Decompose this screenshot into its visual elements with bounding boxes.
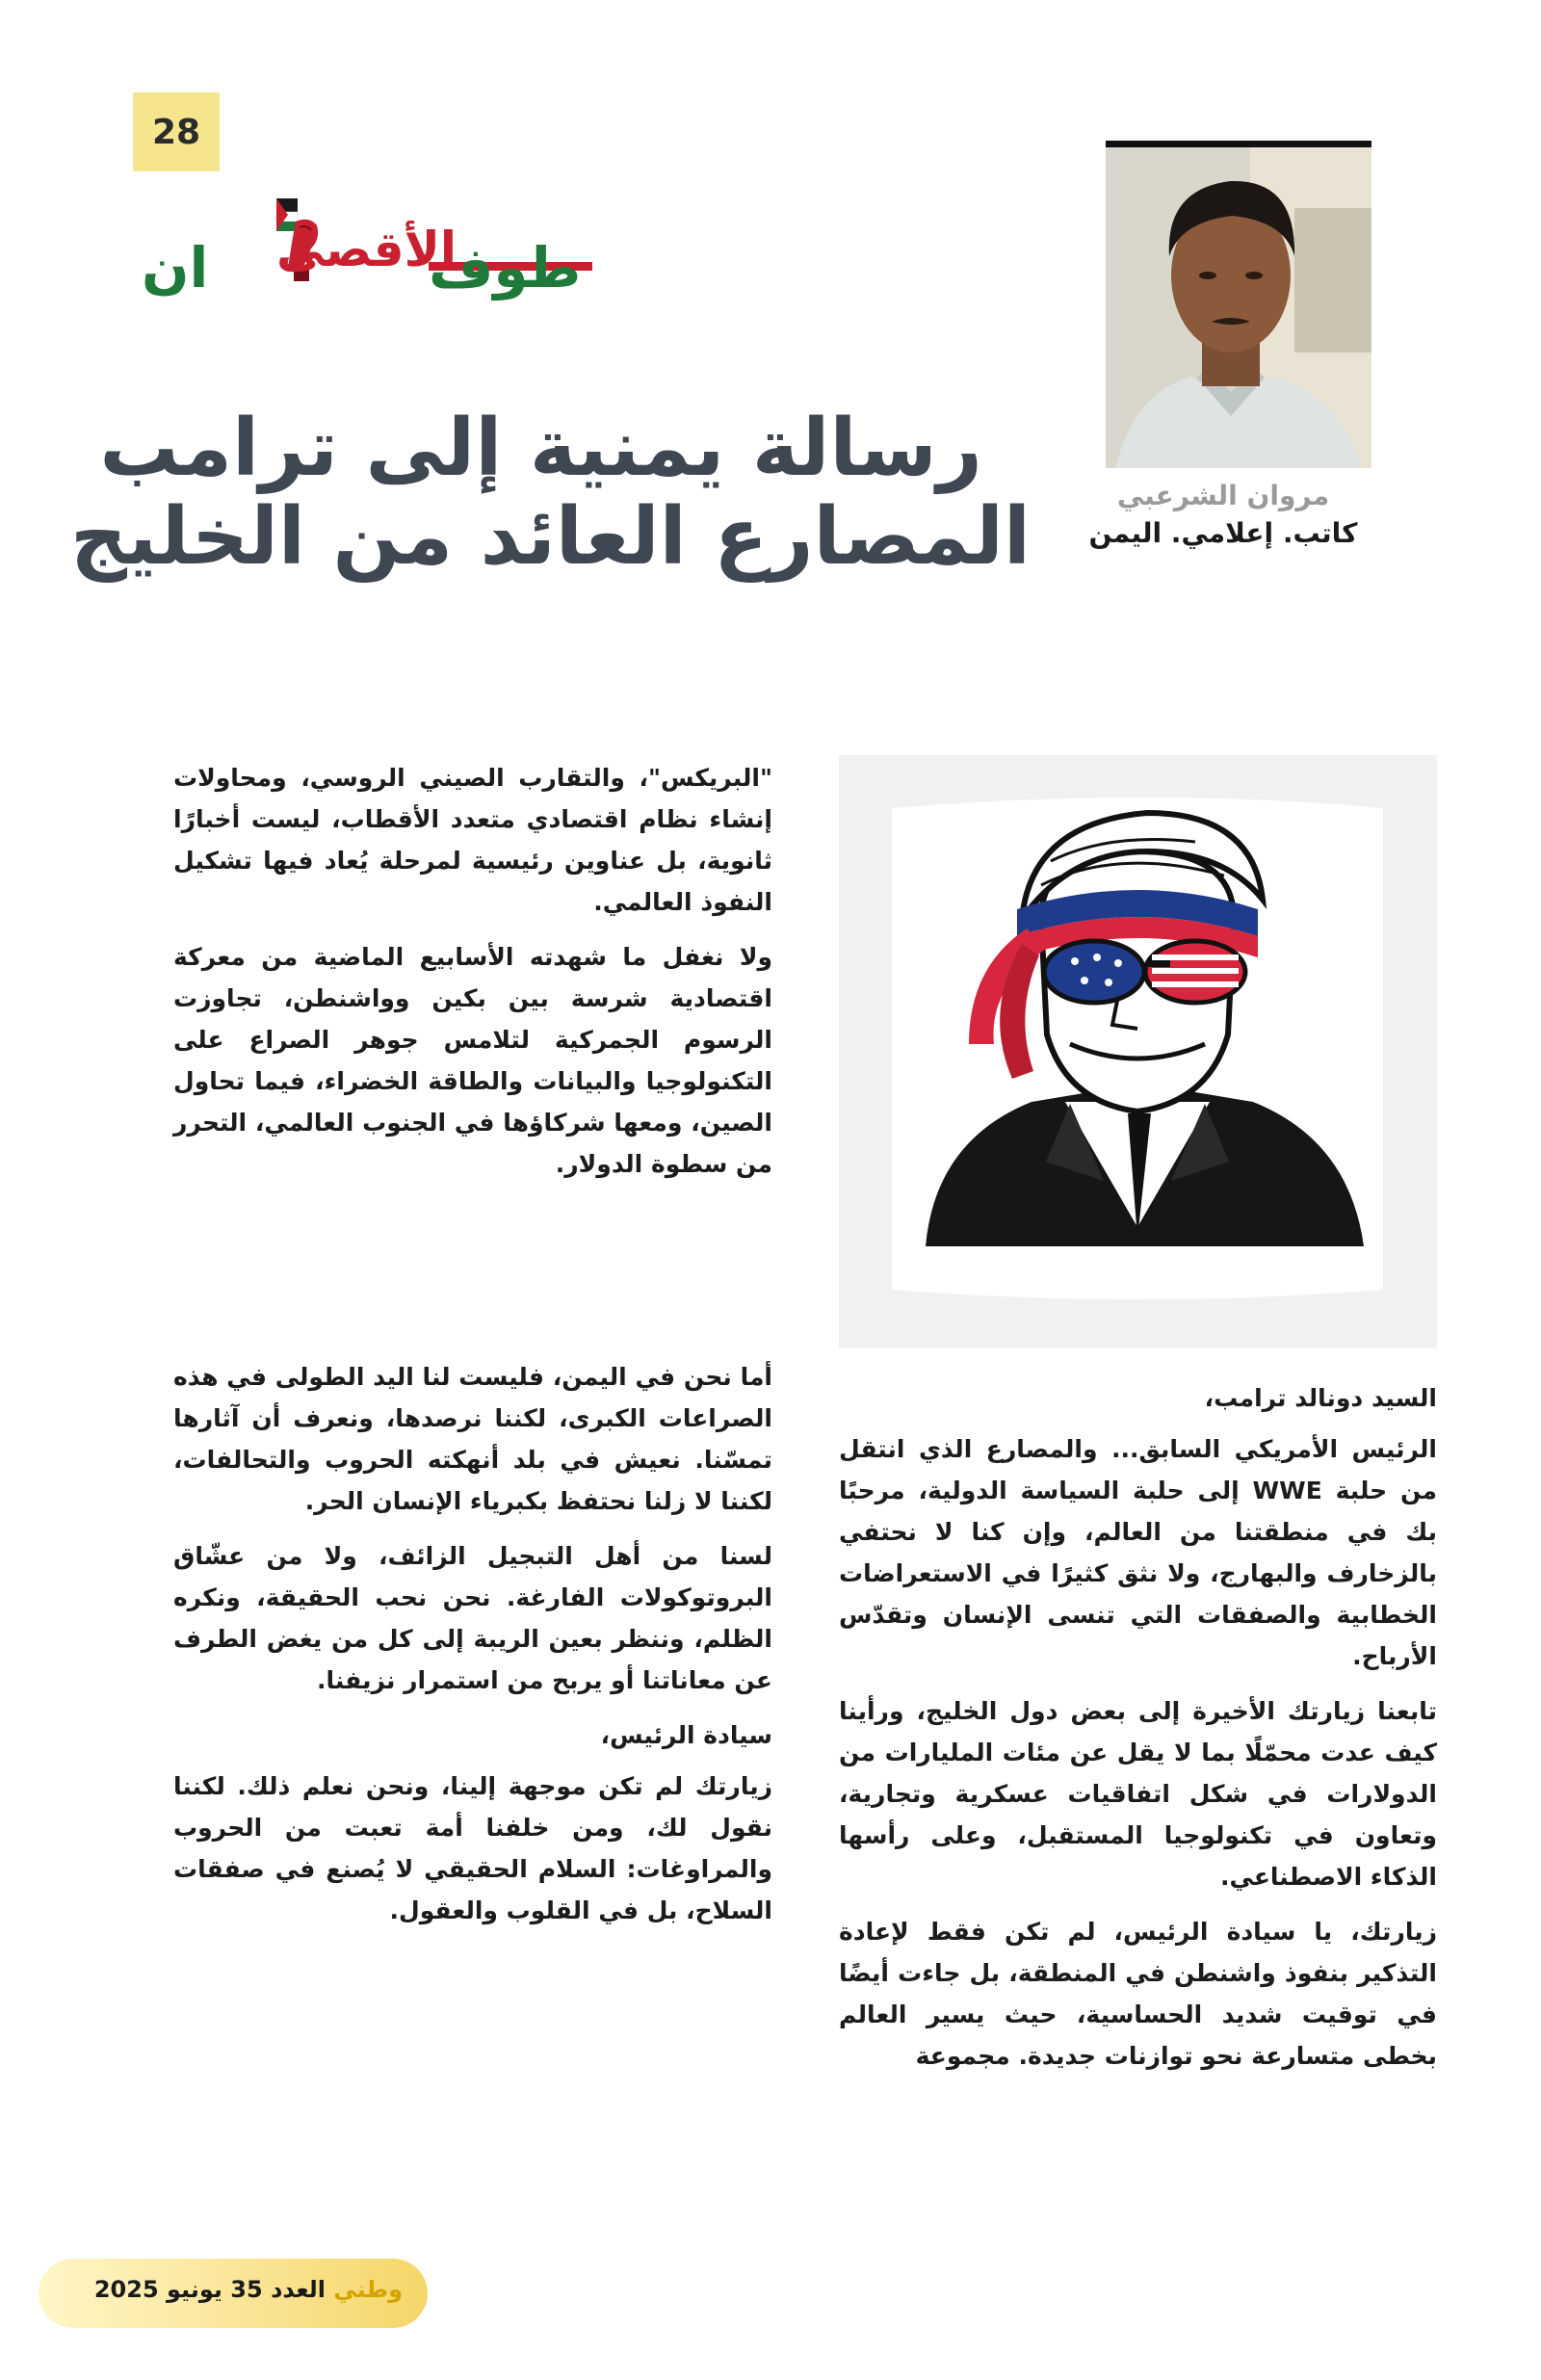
trump-illustration — [839, 755, 1437, 1348]
svg-text:ان: ان — [142, 235, 209, 301]
svg-text:طوف: طوف — [429, 235, 582, 301]
footer-issue-label: العدد — [271, 2276, 326, 2303]
salutation: السيد دونالد ترامب، — [1204, 1384, 1437, 1412]
paragraph: ولا نغفل ما شهدته الأسابيع الماضية من معركة اقتصادية شرسة بين بكين وواشنطن، تجاوزت الرسوم الجمركية لتلامس جوهر الصراع على التكنولوجيا والبيانات والطاقة الخضراء، فيما تحاول الصين، ومعها شركاؤها في الجنوب العالمي، التحرر من سطوة الدولار. — [173, 943, 772, 1178]
paragraph: الرئيس الأمريكي السابق... والمصارع الذي انتقل من حلبة WWE إلى حلبة السياسة الدولية، مرحبًا بك في منطقتنا من العالم، وإن كنا لا نحتفي بالزخارف والبهارج، ولا نثق كثيرًا في الاستعراضات الخطابية والصفقات التي تنسى الإنسان وتقدّس الأرباح. — [839, 1435, 1437, 1670]
author-role: كاتب. إعلامي. اليمن — [1088, 517, 1358, 549]
headline-line-1: رسالة يمنية إلى ترامب — [99, 403, 982, 494]
footer-issue-number: 35 — [230, 2276, 263, 2303]
left-column-top — [173, 757, 772, 1198]
left-column-bottom — [173, 1356, 772, 1945]
page-number: 28 — [133, 92, 220, 171]
paragraph: لسنا من أهل التبجيل الزائف، ولا من عشّاق البروتوكولات الفارغة. نحن نحب الحقيقة، ونكره الظلم، وننظر بعين الريبة إلى كل من يغض الطرف عن معاناتنا أو يربح من استمرار نزيفنا. — [173, 1542, 772, 1694]
svg-text:الأقصى: الأقصى — [276, 222, 457, 277]
paragraph: زيارتك لم تكن موجهة إلينا، ونحن نعلم ذلك. لكننا نقول لك، ومن خلفنا أمة تعبت من الحروب والمراوغات: السلام الحقيقي لا يُصنع في صفقات السلاح، بل في القلوب والعقول. — [173, 1772, 772, 1924]
paragraph: تابعنا زيارتك الأخيرة إلى بعض دول الخليج، ورأينا كيف عدت محمّلًا بما لا يقل عن مئات المليارات من الدولارات في شكل اتفاقيات عسكرية وتجارية، وتعاون في تكنولوجيا المستقبل، وعلى رأسها الذكاء الاصطناعي. — [839, 1697, 1437, 1891]
headline-line-2: المصارع العائد من الخليج — [69, 490, 1031, 583]
footer-date: يونيو 2025 — [93, 2276, 222, 2303]
paragraph: أما نحن في اليمن، فليست لنا اليد الطولى في هذه الصراعات الكبرى، لكننا نرصدها، ونعرف أن آثارها تمسّنا. نعيش في بلد أنهكته الحروب والتحالفات، لكننا لا زلنا نحتفظ بكبرياء الإنسان الحر. — [173, 1363, 772, 1515]
paragraph: "البريكس"، والتقارب الصيني الروسي، ومحاولات إنشاء نظام اقتصادي متعدد الأقطاب، ليست أخبارًا ثانوية، بل عناوين رئيسية لمرحلة يُعاد فيها تشكيل النفوذ العالمي. — [173, 764, 772, 916]
footer-text — [94, 2276, 403, 2303]
magazine-logo — [53, 193, 602, 303]
footer-badge — [39, 2259, 428, 2328]
salutation: سيادة الرئيس، — [600, 1721, 772, 1749]
author-photo — [1106, 141, 1371, 468]
paragraph: زيارتك، يا سيادة الرئيس، لم تكن فقط لإعادة التذكير بنفوذ واشنطن في المنطقة، بل جاءت أيضًا في توقيت شديد الحساسية، حيث يسير العالم بخطى متسارعة نحو توازنات جديدة. مجموعة — [839, 1918, 1437, 2070]
logo-mark — [53, 193, 602, 303]
headline — [58, 405, 1031, 582]
footer-brand: وطني — [333, 2276, 403, 2303]
right-column — [839, 1377, 1437, 2090]
author-name: مروان الشرعبي — [1116, 480, 1330, 511]
